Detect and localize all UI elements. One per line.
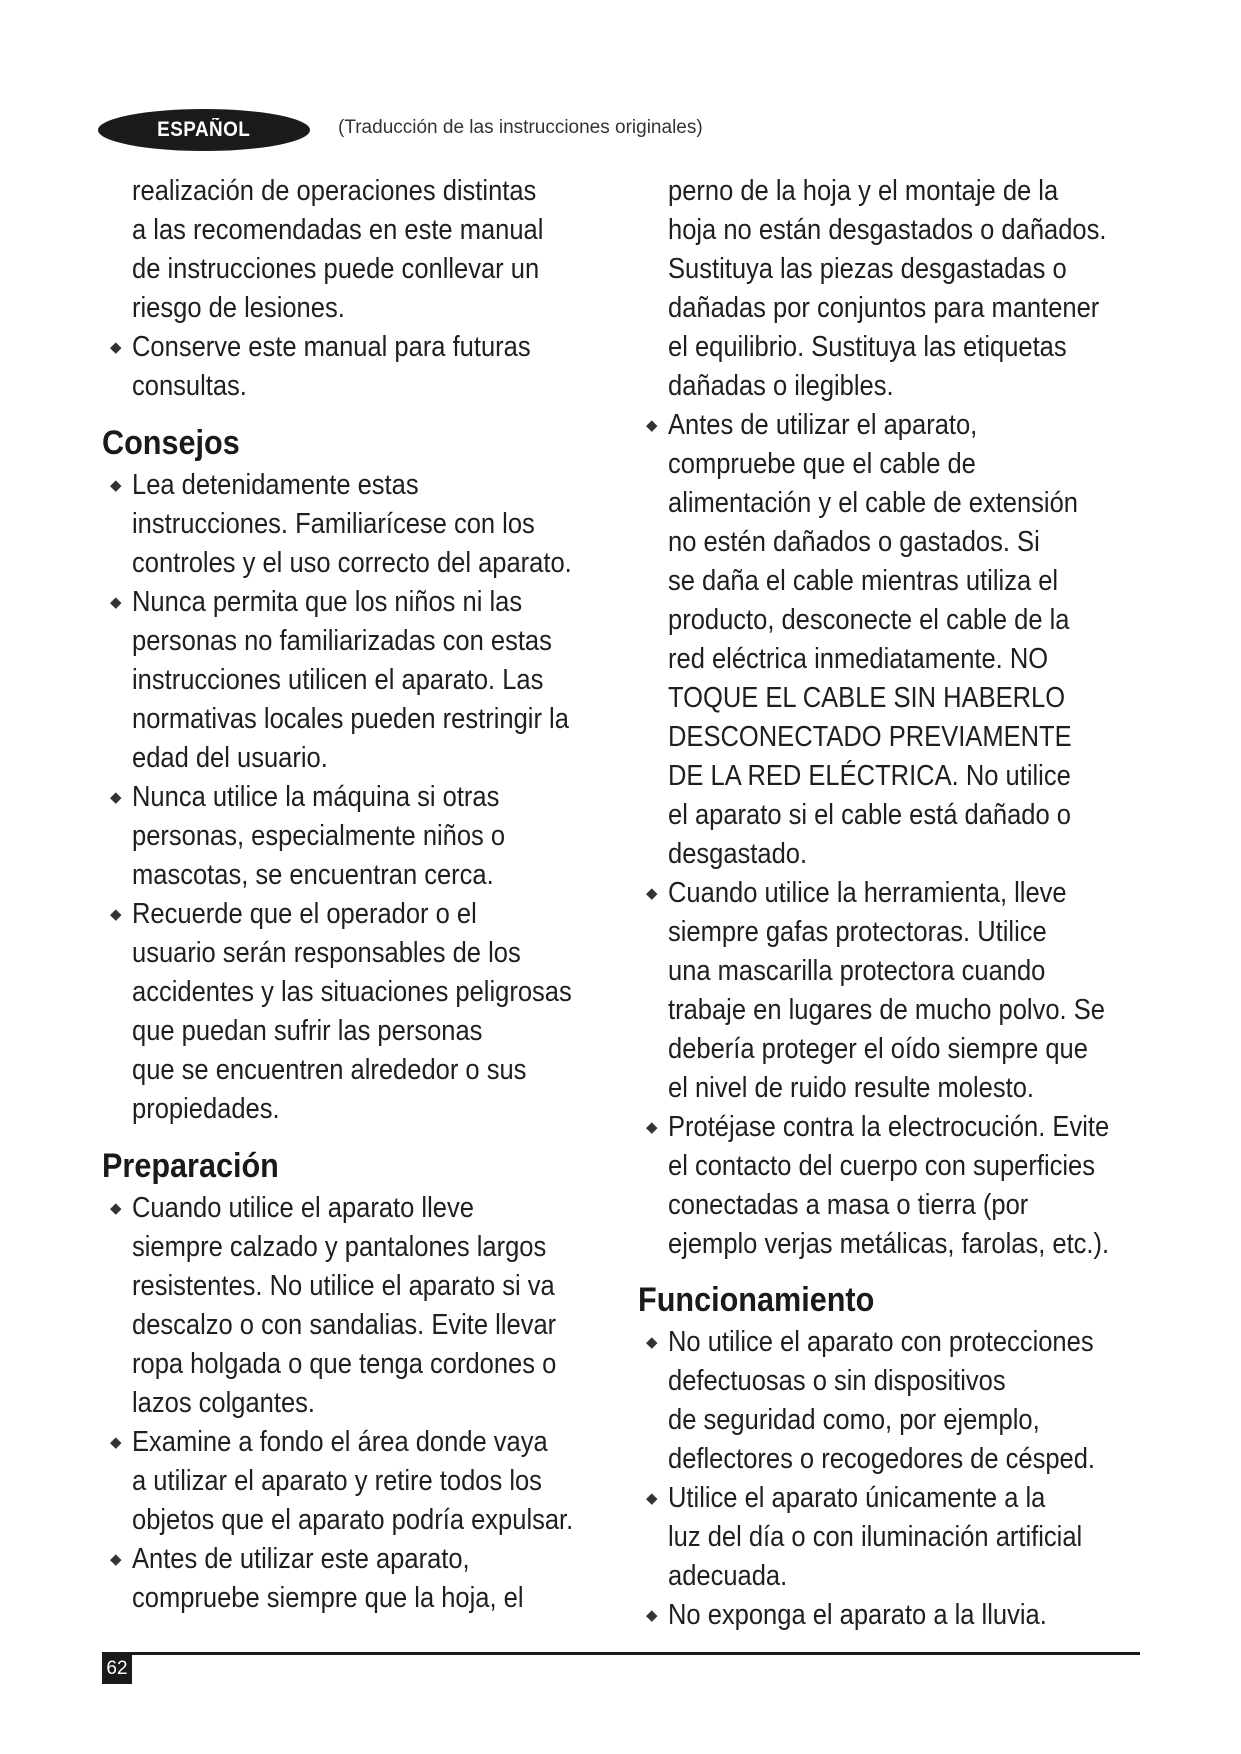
- text-line: el nivel de ruido resulte molesto.: [668, 1072, 1034, 1104]
- bullet-item: ◆ Utilice el aparato únicamente a la: [638, 1479, 1158, 1518]
- bullet-item: ◆ No utilice el aparato con protecciones: [638, 1323, 1158, 1362]
- text-line: propiedades.: [132, 1093, 280, 1125]
- text-line: mascotas, se encuentran cerca.: [132, 859, 494, 891]
- text-line: controles y el uso correcto del aparato.: [132, 547, 572, 579]
- text-line: instrucciones. Familiarícese con los: [132, 508, 535, 540]
- text-line: objetos que el aparato podría expulsar.: [132, 1504, 574, 1536]
- bullet-item: ◆ Protéjase contra la electrocución. Evite: [638, 1108, 1158, 1147]
- text-line: ejemplo verjas metálicas, farolas, etc.).: [668, 1228, 1110, 1260]
- text-line: debería proteger el oído siempre que: [668, 1033, 1088, 1065]
- diamond-bullet-icon: ◆: [110, 789, 122, 806]
- bullet-item: ◆ No exponga el aparato a la lluvia.: [638, 1596, 1158, 1635]
- text-line: perno de la hoja y el montaje de la: [668, 175, 1059, 207]
- text-line: resistentes. No utilice el aparato si va: [132, 1270, 555, 1302]
- text-line: el aparato si el cable está dañado o: [668, 799, 1071, 831]
- language-label: ESPAÑOL: [157, 118, 251, 141]
- text-line: deflectores o recogedores de césped.: [668, 1443, 1096, 1475]
- text-line: accidentes y las situaciones peligrosas: [132, 976, 572, 1008]
- bullet-item: ◆ Recuerde que el operador o el: [102, 895, 622, 934]
- text-line: desgastado.: [668, 838, 808, 870]
- diamond-bullet-icon: ◆: [110, 339, 122, 356]
- text-line: se daña el cable mientras utiliza el: [668, 565, 1059, 597]
- text-line: adecuada.: [668, 1560, 788, 1592]
- text-line: normativas locales pueden restringir la: [132, 703, 569, 735]
- text-line: ropa holgada o que tenga cordones o: [132, 1348, 557, 1380]
- diamond-bullet-icon: ◆: [646, 1607, 658, 1624]
- text-line: dañadas por conjuntos para mantener: [668, 292, 1100, 324]
- bullet-item: ◆ Nunca utilice la máquina si otras: [102, 778, 622, 817]
- text-line: que se encuentren alrededor o sus: [132, 1054, 527, 1086]
- text-line: DESCONECTADO PREVIAMENTE: [668, 721, 1072, 753]
- diamond-bullet-icon: ◆: [646, 885, 658, 902]
- footer-rule: [102, 1652, 1140, 1655]
- text-line: Sustituya las piezas desgastadas o: [668, 253, 1067, 285]
- text-line: personas no familiarizadas con estas: [132, 625, 552, 657]
- diamond-bullet-icon: ◆: [110, 1200, 122, 1217]
- text-line: TOQUE EL CABLE SIN HABERLO: [668, 682, 1066, 714]
- diamond-bullet-icon: ◆: [110, 594, 122, 611]
- text-line: una mascarilla protectora cuando: [668, 955, 1046, 987]
- bullet-item: ◆ Lea detenidamente estas: [102, 466, 622, 505]
- text-line: de instrucciones puede conllevar un: [132, 253, 540, 285]
- section-heading-consejos: Consejos: [102, 424, 240, 462]
- bullet-item: ◆ Antes de utilizar este aparato,: [102, 1540, 622, 1579]
- text-line: usuario serán responsables de los: [132, 937, 521, 969]
- bullet-item: ◆ Cuando utilice el aparato lleve: [102, 1189, 622, 1228]
- text-line: hoja no están desgastados o dañados.: [668, 214, 1107, 246]
- section-heading-preparacion: Preparación: [102, 1147, 279, 1185]
- text-line: instrucciones utilicen el aparato. Las: [132, 664, 544, 696]
- text-line: edad del usuario.: [132, 742, 328, 774]
- bullet-item: ◆ Examine a fondo el área donde vaya: [102, 1423, 622, 1462]
- diamond-bullet-icon: ◆: [110, 1551, 122, 1568]
- page-number: 62: [102, 1654, 132, 1684]
- text-line: el equilibrio. Sustituya las etiquetas: [668, 331, 1067, 363]
- diamond-bullet-icon: ◆: [110, 477, 122, 494]
- text-line: conectadas a masa o tierra (por: [668, 1189, 1029, 1221]
- text-line: riesgo de lesiones.: [132, 292, 345, 324]
- text-line: defectuosas o sin dispositivos: [668, 1365, 1006, 1397]
- text-line: lazos colgantes.: [132, 1387, 316, 1419]
- text-line: alimentación y el cable de extensión: [668, 487, 1078, 519]
- text-line: personas, especialmente niños o: [132, 820, 506, 852]
- text-line: compruebe que el cable de: [668, 448, 976, 480]
- diamond-bullet-icon: ◆: [646, 417, 658, 434]
- diamond-bullet-icon: ◆: [646, 1119, 658, 1136]
- text-line: consultas.: [132, 370, 247, 402]
- left-column: [102, 172, 622, 1618]
- text-line: dañadas o ilegibles.: [668, 370, 894, 402]
- right-column: [638, 172, 1158, 1635]
- bullet-item: ◆ Cuando utilice la herramienta, lleve: [638, 874, 1158, 913]
- text-line: no estén dañados o gastados. Si: [668, 526, 1040, 558]
- section-heading-funcionamiento: Funcionamiento: [638, 1281, 875, 1319]
- bullet-item: ◆ Nunca permita que los niños ni las: [102, 583, 622, 622]
- bullet-item: ◆ Conserve este manual para futuras: [102, 328, 622, 367]
- diamond-bullet-icon: ◆: [110, 906, 122, 923]
- text-line: producto, desconecte el cable de la: [668, 604, 1070, 636]
- text-line: a las recomendadas en este manual: [132, 214, 544, 246]
- text-line: siempre gafas protectoras. Utilice: [668, 916, 1047, 948]
- text-line: DE LA RED ELÉCTRICA. No utilice: [668, 760, 1071, 792]
- text-line: de seguridad como, por ejemplo,: [668, 1404, 1040, 1436]
- translation-note: (Traducción de las instrucciones originales): [338, 117, 703, 138]
- text-line: siempre calzado y pantalones largos: [132, 1231, 547, 1263]
- text-line: trabaje en lugares de mucho polvo. Se: [668, 994, 1105, 1026]
- text-line: descalzo o con sandalias. Evite llevar: [132, 1309, 557, 1341]
- text-line: luz del día o con iluminación artificial: [668, 1521, 1083, 1553]
- text-line: compruebe siempre que la hoja, el: [132, 1582, 524, 1614]
- text-line: que puedan sufrir las personas: [132, 1015, 483, 1047]
- diamond-bullet-icon: ◆: [646, 1334, 658, 1351]
- bullet-item: ◆ Antes de utilizar el aparato,: [638, 406, 1158, 445]
- diamond-bullet-icon: ◆: [110, 1434, 122, 1451]
- text-line: a utilizar el aparato y retire todos los: [132, 1465, 542, 1497]
- text-line: el contacto del cuerpo con superficies: [668, 1150, 1096, 1182]
- language-badge: [98, 109, 310, 151]
- text-line: realización de operaciones distintas: [132, 175, 537, 207]
- diamond-bullet-icon: ◆: [646, 1490, 658, 1507]
- text-line: red eléctrica inmediatamente. NO: [668, 643, 1049, 675]
